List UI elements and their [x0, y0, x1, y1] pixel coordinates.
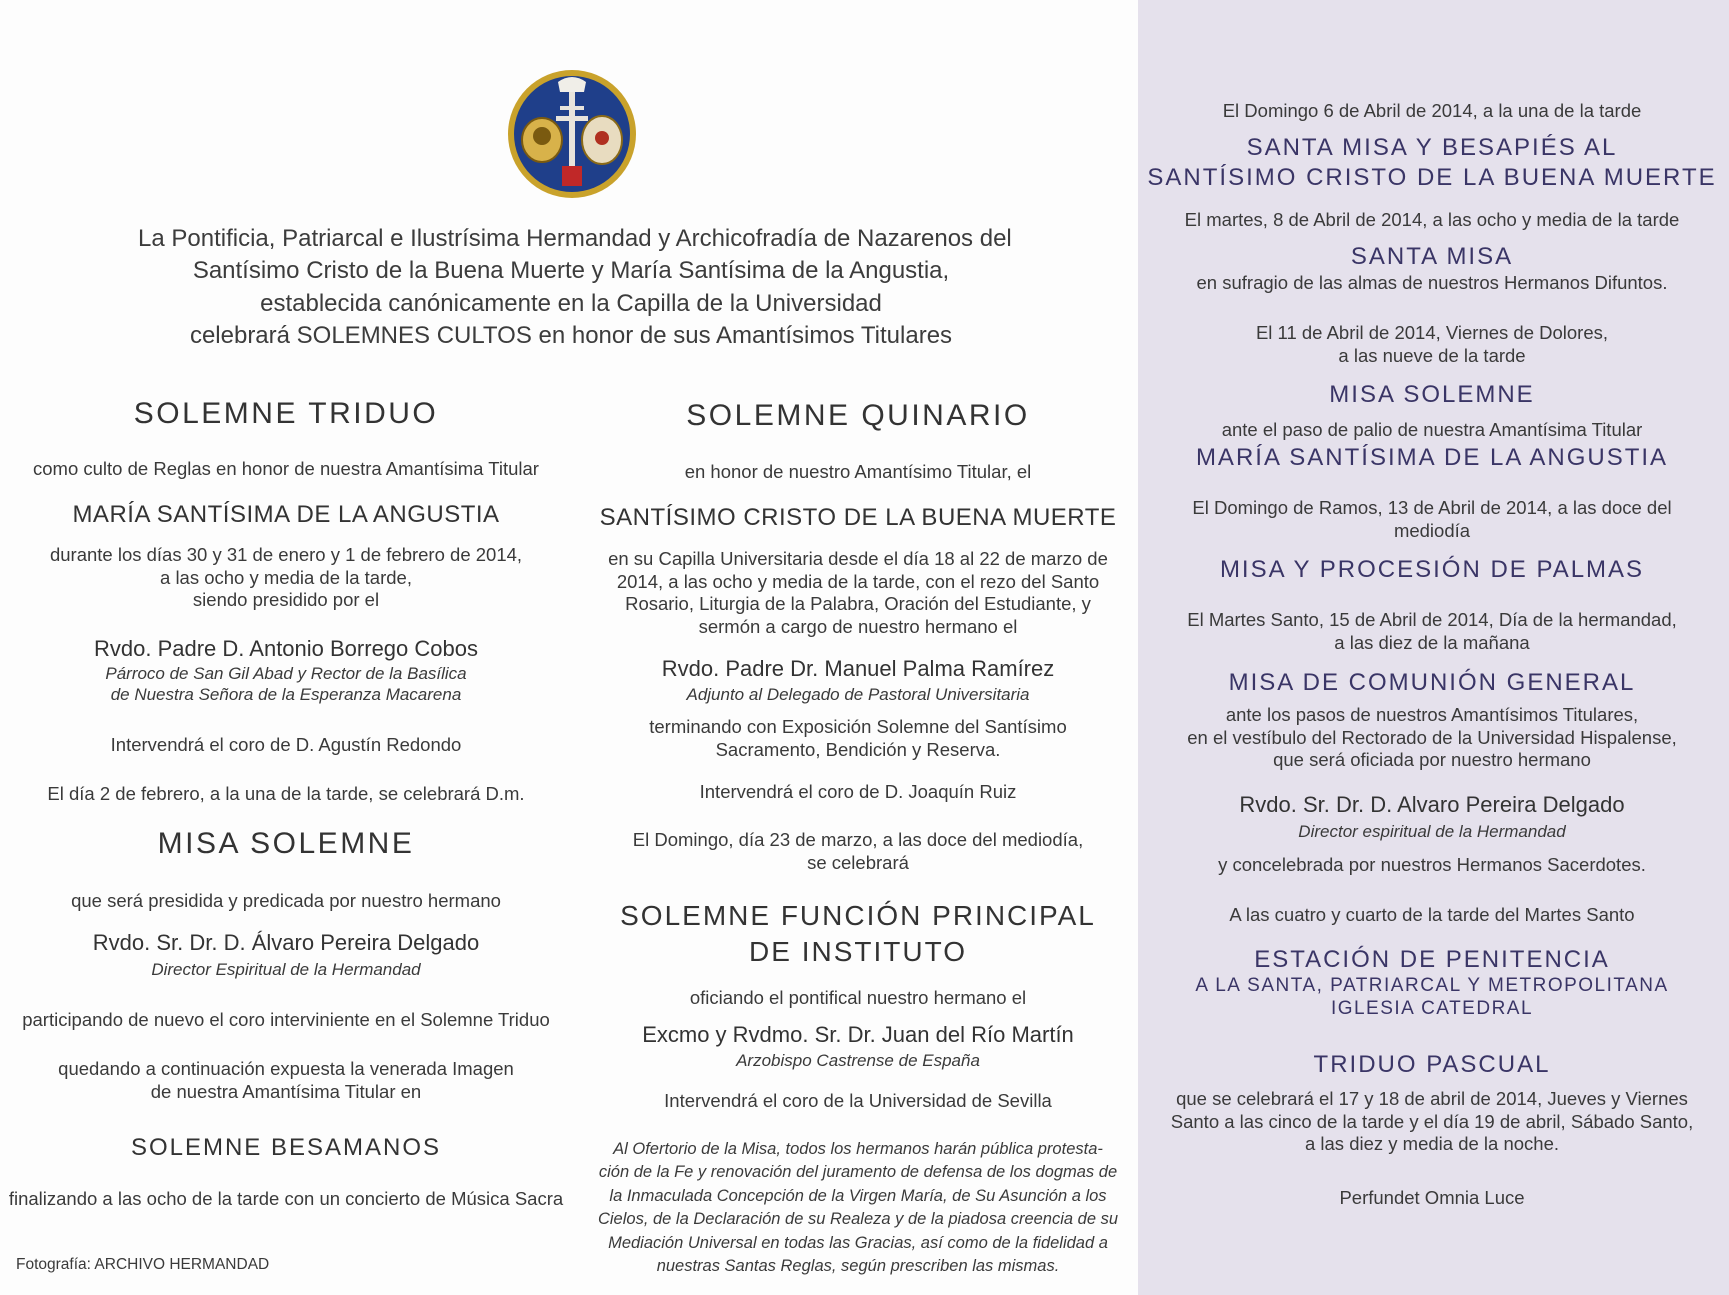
triduo-pascual-text-line-2: Santo a las cinco de la tarde y el día 19 de abril, Sábado Santo, [1170, 1110, 1694, 1132]
misa-preacher-role: Director Espiritual de la Hermandad [151, 960, 421, 979]
triduo-pascual-text [1140, 1088, 1724, 1156]
ofertorio-protest-line-4: Cielos, de la Declaración de su Realeza y de la piadosa creencia de su [597, 1210, 1119, 1229]
ofertorio-protest-line-2: ción de la Fe y renovación del juramento de defensa de los dogmas de [598, 1163, 1118, 1182]
triduo-pascual-title: TRIDUO PASCUAL [1313, 1051, 1551, 1078]
ofertorio-protest-line-3: la Inmaculada Concepción de la Virgen María, de Su Asunción a los [609, 1186, 1107, 1205]
triduo-titular: MARÍA SANTÍSIMA DE LA ANGUSTIA [72, 501, 500, 528]
ofertorio-protest [578, 1138, 1138, 1279]
funcion-principal-title-line-1: SOLEMNE FUNCIÓN PRINCIPAL [620, 900, 1096, 931]
triduo-preacher-role-line-1: Párroco de San Gil Abad y Rector de la Basílica [105, 664, 467, 683]
misa-solemne-title: MISA SOLEMNE [157, 827, 415, 860]
quinario-choir: Intervendrá el coro de D. Joaquín Ruiz [699, 781, 1017, 802]
apr15-officiant-role: Director espiritual de la Hermandad [1298, 822, 1566, 841]
triduo-title: SOLEMNE TRIDUO [133, 397, 439, 430]
apr13-date [1140, 497, 1724, 542]
apr15-officiant-name: Rvdo. Sr. Dr. D. Alvaro Pereira Delgado [1239, 792, 1625, 817]
penitencia-time: A las cuatro y cuarto de la tarde del Martes Santo [1229, 904, 1635, 925]
besamanos-title: SOLEMNE BESAMANOS [130, 1134, 442, 1161]
apr15-title: MISA DE COMUNIÓN GENERAL [1228, 669, 1636, 696]
triduo-closing: finalizando a las ocho de la tarde con un concierto de Música Sacra [8, 1188, 564, 1209]
quinario-preacher-role: Adjunto al Delegado de Pastoral Universitaria [686, 685, 1030, 704]
apr11-titular: MARÍA SANTÍSIMA DE LA ANGUSTIA [1195, 444, 1669, 471]
triduo-exposed [0, 1058, 572, 1103]
header-line-2: Santísimo Cristo de la Buena Muerte y María Santísima de la Angustia, [192, 257, 950, 285]
apr15-date-line-1: El Martes Santo, 15 de Abril de 2014, Día de la hermandad, [1187, 609, 1677, 630]
apr15-concelebrated: y concelebrada por nuestros Hermanos Sacerdotes. [1218, 854, 1646, 875]
quinario-details-line-1: en su Capilla Universitaria desde el día 18 al 22 de marzo de [608, 548, 1108, 569]
header-invitation [138, 224, 1012, 350]
ofertorio-protest-line-6: nuestras Santas Reglas, según prescriben las mismas. [656, 1257, 1060, 1276]
triduo-pascual-text-line-1: que se celebrará el 17 y 18 de abril de 2014, Jueves y Viernes [1176, 1088, 1688, 1109]
quinario-ending-line-1: terminando con Exposición Solemne del Santísimo [649, 716, 1067, 737]
penitencia-title: ESTACIÓN DE PENITENCIA [1254, 946, 1610, 973]
triduo-exposed-line-2: de nuestra Amantísima Titular en [150, 1080, 422, 1102]
penitencia-destination-line-2: IGLESIA CATEDRAL [1330, 998, 1534, 1020]
triduo-dates-line-3: siendo presidido por el [192, 589, 380, 611]
quinario-sunday-line-2: se celebrará [807, 851, 909, 873]
triduo-dates-line-1: durante los días 30 y 31 de enero y 1 de febrero de 2014, [49, 544, 523, 565]
triduo-dates-line-2: a las ocho y media de la tarde, [160, 566, 412, 588]
quinario-preacher-name: Rvdo. Padre Dr. Manuel Palma Ramírez [661, 656, 1055, 681]
quinario-sunday [578, 829, 1138, 874]
ofertorio-protest-line-1: Al Ofertorio de la Misa, todos los hermanos harán pública protesta- [613, 1140, 1103, 1158]
quinario-intro: en honor de nuestro Amantísimo Titular, el [684, 461, 1032, 482]
triduo-choir2: participando de nuevo el coro interviniente en el Solemne Triduo [22, 1009, 550, 1030]
apr6-title [1140, 133, 1724, 193]
apr15-sub-line-3: que será oficiada por nuestro hermano [1273, 749, 1591, 771]
apr15-date-line-2: a las diez de la mañana [1334, 631, 1530, 653]
brotherhood-seal-logo [506, 68, 638, 200]
apr15-sub [1140, 704, 1724, 772]
quinario-ending-line-2: Sacramento, Bendición y Reserva. [715, 738, 1001, 760]
quinario-sunday-line-1: El Domingo, día 23 de marzo, a las doce del mediodía, [632, 829, 1084, 850]
quinario-details [578, 548, 1138, 638]
apr8-sub: en sufragio de las almas de nuestros Hermanos Difuntos. [1196, 272, 1668, 293]
triduo-pascual-text-line-3: a las diez y media de la noche. [1304, 1133, 1559, 1155]
triduo-choir: Intervendrá el coro de D. Agustín Redondo [110, 734, 462, 755]
header-line-3: establecida canónicamente en la Capilla de la Universidad [260, 289, 882, 317]
triduo-exposed-line-1: quedando a continuación expuesta la venerada Imagen [58, 1058, 514, 1079]
apr11-date [1140, 322, 1724, 367]
triduo-preacher-role [0, 664, 572, 705]
apr6-title-line-2: SANTÍSIMO CRISTO DE LA BUENA MUERTE [1147, 164, 1717, 191]
quinario-titular: SANTÍSIMO CRISTO DE LA BUENA MUERTE [599, 504, 1117, 531]
quinario-ending [578, 716, 1138, 761]
penitencia-destination-line-1: A LA SANTA, PATRIARCAL Y METROPOLITANA [1195, 975, 1669, 996]
apr11-date-line-1: El 11 de Abril de 2014, Viernes de Dolores, [1255, 322, 1609, 343]
apr6-date: El Domingo 6 de Abril de 2014, a la una de la tarde [1222, 100, 1642, 121]
quinario-details-line-3: Rosario, Liturgia de la Palabra, Oración del Estudiante, y [625, 593, 1091, 615]
photo-credit: Fotografía: ARCHIVO HERMANDAD [16, 1256, 270, 1273]
apr11-sub: ante el paso de palio de nuestra Amantísima Titular [1221, 419, 1643, 440]
apr6-title-line-1: SANTA MISA Y BESAPIÉS AL [1246, 134, 1618, 161]
penitencia-destination [1140, 974, 1724, 1020]
triduo-feb2: El día 2 de febrero, a la una de la tarde, se celebrará D.m. [47, 783, 525, 804]
header-line-4: celebrará SOLEMNES CULTOS en honor de sus Amantísimos Titulares [189, 321, 953, 349]
apr13-date-line-1: El Domingo de Ramos, 13 de Abril de 2014, a las doce del [1192, 497, 1672, 518]
triduo-preacher-role-line-2: de Nuestra Señora de la Esperanza Macarena [110, 684, 462, 704]
apr11-title: MISA SOLEMNE [1329, 381, 1535, 408]
misa-preacher-name: Rvdo. Sr. Dr. D. Álvaro Pereira Delgado [92, 930, 480, 955]
apr8-title: SANTA MISA [1350, 243, 1514, 270]
apr11-date-line-2: a las nueve de la tarde [1338, 344, 1526, 366]
quinario-title: SOLEMNE QUINARIO [686, 399, 1030, 432]
triduo-preacher-name: Rvdo. Padre D. Antonio Borrego Cobos [93, 636, 478, 661]
motto: Perfundet Omnia Luce [1339, 1187, 1525, 1208]
officiant-intro: oficiando el pontifical nuestro hermano el [689, 987, 1027, 1008]
funcion-principal-title-line-2: DE INSTITUTO [749, 936, 967, 968]
quinario-details-line-2: 2014, a las ocho y media de la tarde, con el rezo del Santo [616, 570, 1100, 592]
header-line-1: La Pontificia, Patriarcal e Ilustrísima Hermandad y Archicofradía de Nazarenos del [138, 225, 1012, 252]
apr15-date [1140, 609, 1724, 654]
quinario-details-line-4: sermón a cargo de nuestro hermano el [698, 615, 1018, 637]
apr15-sub-line-1: ante los pasos de nuestros Amantísimos Titulares, [1225, 704, 1639, 725]
apr13-title: MISA Y PROCESIÓN DE PALMAS [1219, 556, 1645, 583]
misa-intro: que será presidida y predicada por nuestro hermano [71, 890, 501, 911]
triduo-dates [0, 544, 572, 612]
apr13-date-line-2: mediodía [1393, 519, 1471, 541]
officiant-name: Excmo y Rvdmo. Sr. Dr. Juan del Río Martín [642, 1022, 1074, 1047]
apr8-date: El martes, 8 de Abril de 2014, a las ocho y media de la tarde [1184, 209, 1680, 230]
triduo-intro: como culto de Reglas en honor de nuestra Amantísima Titular [33, 458, 539, 479]
funcion-principal-title [578, 898, 1138, 971]
apr15-sub-line-2: en el vestíbulo del Rectorado de la Universidad Hispalense, [1187, 726, 1677, 748]
ofertorio-protest-line-5: Mediación Universal en todas las Gracias, así como de la fidelidad a [608, 1233, 1108, 1252]
quinario-choir2: Intervendrá el coro de la Universidad de Sevilla [664, 1090, 1052, 1111]
officiant-role: Arzobispo Castrense de España [736, 1051, 980, 1070]
